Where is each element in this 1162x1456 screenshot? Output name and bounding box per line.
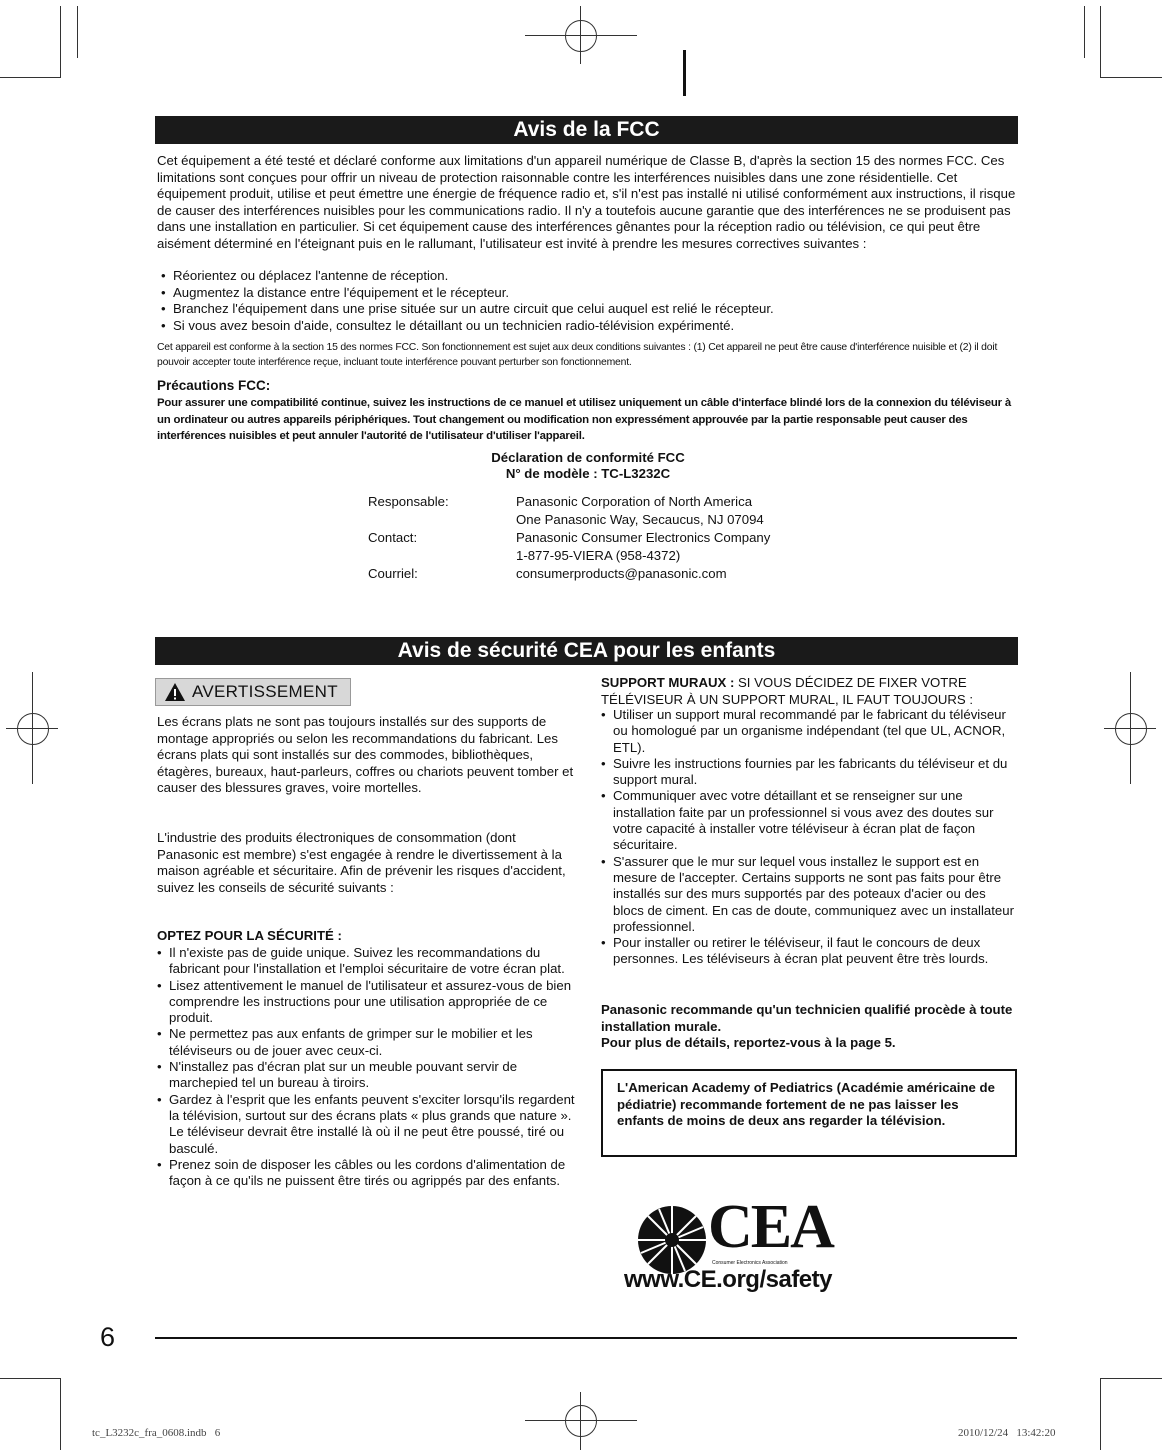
list-item: • S'assurer que le mur sur lequel vous installez le support est en mesure de l'accepter. Certains supports ne sont pas faits pour être installés sur des murs supportés par des poteaux d'acier ou des blocs de ciment. En cas de doute, communiquez avec un installateur professionnel. <box>601 854 1019 935</box>
fcc-precautions-text: Pour assurer une compatibilité continue, suivez les instructions de ce manuel et utilisez uniquement un câble d'interface blindé lors de la connexion du téléviseur à un ordinateur ou autres appareils périphériques. Tout changement ou modification non expressément approuvée par la partie responsable peut causer des interférences nuisibles et peut annuler l'autorité de l'utilisateur d'utiliser l'appareil. <box>157 397 1011 442</box>
list-item: • Suivre les instructions fournies par les fabricants du téléviseur et du support mural. <box>601 756 1019 789</box>
list-item: • Il n'existe pas de guide unique. Suivez les recommandations du fabricant pour l'installation et l'emploi sécuritaire de votre écran plat. <box>157 945 577 978</box>
list-item: • Réorientez ou déplacez l'antenne de réception. <box>159 268 1019 285</box>
list-item: • Branchez l'équipement dans une prise située sur un autre circuit que celui auquel est relié le récepteur. <box>159 301 1019 318</box>
timestamp: 2010/12/24 13:42:20 <box>958 1427 1056 1439</box>
declaration-value <box>516 565 727 583</box>
list-item: • Utiliser un support mural recommandé par le fabricant du téléviseur ou homologué par un organisme indépendant (tel que UL, ACNOR, ETL). <box>601 707 1019 756</box>
declaration-label: Responsable: <box>368 494 449 509</box>
aap-notice-text: L'American Academy of Pediatrics (Académie américaine de pédiatrie) recommande fortement de ne pas laisser les enfants de moins de deux ans regarder la télévision. <box>617 1080 995 1128</box>
crop-mark <box>1084 6 1085 58</box>
mount-title: SUPPORT MURAUX : <box>601 675 735 690</box>
declaration-row <box>368 565 888 583</box>
page-number: 6 <box>100 1322 116 1352</box>
email-link[interactable]: consumerproducts@panasonic.com <box>516 566 727 581</box>
cea-header: Avis de sécurité CEA pour les enfants <box>155 637 1018 665</box>
declaration-table <box>368 493 888 583</box>
margin-bar <box>683 50 686 96</box>
safety-title: OPTEZ POUR LA SÉCURITÉ : <box>157 928 342 943</box>
installation-recommendation: Panasonic recommande qu'un technicien qualifié procède à toute installation murale. <box>601 1002 1013 1034</box>
warning-triangle-icon <box>164 682 186 702</box>
registration-mark <box>565 20 597 52</box>
crop-mark <box>1100 1378 1101 1450</box>
list-item: • Augmentez la distance entre l'équipement et le récepteur. <box>159 285 1019 302</box>
declaration-label: Contact: <box>368 530 418 545</box>
registration-mark <box>1115 713 1147 745</box>
safety-bullet-list <box>157 945 577 1189</box>
declaration-value: Panasonic Corporation of North America One Panasonic Way, Secaucus, NJ 07094 <box>516 494 764 527</box>
list-item: • Communiquer avec votre détaillant et se renseigner sur une installation faite par un professionnel si vous avez des doutes sur votre capacité à installer votre téléviseur à écran plat de façon sécuritaire. <box>601 788 1019 853</box>
crop-mark <box>60 6 61 78</box>
model-number: N° de modèle : TC-L3232C <box>505 466 671 481</box>
page-reference: Pour plus de détails, reportez-vous à la page 5. <box>601 1035 896 1050</box>
list-item: • Prenez soin de disposer les câbles ou les cordons d'alimentation de façon à ce qu'ils ne puissent être tirés ou agrippés par des enfants. <box>157 1157 577 1190</box>
crop-mark <box>60 1378 61 1450</box>
fcc-precautions-title: Précautions FCC: <box>157 378 271 393</box>
list-item: • Lisez attentivement le manuel de l'utilisateur et assurez-vous de bien comprendre les instructions pour une utilisation appropriée de ce produit. <box>157 978 577 1027</box>
warning-label: AVERTISSEMENT <box>192 682 338 701</box>
crop-mark <box>77 6 78 58</box>
crop-mark <box>1100 1378 1162 1379</box>
list-item: • N'installez pas d'écran plat sur un meuble pouvant servir de marchepied tel un bureau à tiroirs. <box>157 1059 577 1092</box>
list-item: • Ne permettez pas aux enfants de grimper sur le mobilier et les téléviseurs ou de jouer avec ceux-ci. <box>157 1026 577 1059</box>
cea-logo-text: CEA <box>708 1193 833 1261</box>
list-item: • Si vous avez besoin d'aide, consultez le détaillant ou un technicien radio-télévision expérimenté. <box>159 318 1019 335</box>
declaration-value: Panasonic Consumer Electronics Company 1-877-95-VIERA (958-4372) <box>516 530 771 563</box>
cea-left-paragraph-2: L'industrie des produits électroniques de consommation (dont Panasonic est membre) s'est engagée à rendre le divertissement à la maison agréable et sécuritaire. Afin de prévenir les risques d'accident, suivez les conseils de sécurité suivants : <box>157 830 566 895</box>
fcc-bullet-list <box>159 268 1019 334</box>
declaration-title: Déclaration de conformité FCC <box>491 450 685 465</box>
cea-logo <box>624 1193 848 1302</box>
mount-intro: SUPPORT MURAUX : SI VOUS DÉCIDEZ DE FIXER VOTRE TÉLÉVISEUR À UN SUPPORT MURAL, IL FAUT TOUJOURS : <box>601 675 974 707</box>
list-item: • Gardez à l'esprit que les enfants peuvent s'exciter lorsqu'ils regardent la télévision, surtout sur des écrans plats « plus grands que nature ». Le téléviseur devrait être installé là où il ne peut être poussé, tiré ou basculé. <box>157 1092 577 1157</box>
declaration-label: Courriel: <box>368 566 418 581</box>
crop-mark <box>1100 6 1101 78</box>
cea-safety-url[interactable]: www.CE.org/safety <box>624 1266 832 1293</box>
crop-mark <box>0 1378 60 1379</box>
registration-mark <box>17 713 49 745</box>
registration-mark <box>565 1405 597 1437</box>
footer-rule <box>155 1337 1017 1339</box>
file-name: tc_L3232c_fra_0608.indb 6 <box>92 1427 221 1439</box>
fcc-small-print: Cet appareil est conforme à la section 15 des normes FCC. Son fonctionnement est sujet aux deux conditions suivantes : (1) Cet appareil ne peut être cause d'interférence nuisible et (2) il doit pouvoir accepter toute interférence reçue, incluant toute interférence pouvant perturber son fonctionnement. <box>157 342 998 368</box>
declaration-row <box>368 493 888 529</box>
list-item: • Pour installer ou retirer le téléviseur, il faut le concours de deux personnes. Les téléviseurs à écran plat peuvent être très lourds. <box>601 935 1019 968</box>
aap-notice-box <box>601 1069 1017 1157</box>
warning-badge <box>155 678 351 706</box>
fcc-header: Avis de la FCC <box>155 116 1018 144</box>
cea-logo-subtext: Consumer Electronics Association <box>712 1260 788 1266</box>
fcc-paragraph: Cet équipement a été testé et déclaré conforme aux limitations d'un appareil numérique de Classe B, d'après la section 15 des normes FCC. Ces limitations sont conçues pour offrir un niveau de protection raisonnable contre les interférences nuisibles dans une zone résidentielle. Cet équipement produit, utilise et peut émettre une énergie de fréquence radio et, s'il n'est pas installé ni utilisé conformément aux instructions, il risque de causer des interférences nuisibles pour les communications radio. Il n'y a toutefois aucune garantie que des interférences ne se produisent pas dans une installation en particulier. Si cet équipement cause des interférences gênantes pour la réception radio ou télévision, ce qui peut être aisément déterminé en l'éteignant puis en le rallumant, l'utilisateur est invité à prendre les mesures correctives suivantes : <box>157 153 1016 251</box>
declaration-row <box>368 529 888 565</box>
crop-mark <box>0 77 60 78</box>
crop-mark <box>1100 77 1162 78</box>
cea-left-paragraph-1: Les écrans plats ne sont pas toujours installés sur des supports de montage appropriés ou selon les recommandations du fabricant. Les écrans plats qui sont installés sur des commodes, bibliothèques, étagères, bureaux, haut-parleurs, coffres ou chariots peuvent tomber et causer des blessures graves, voire mortelles. <box>157 714 574 795</box>
mount-bullet-list <box>601 707 1019 968</box>
